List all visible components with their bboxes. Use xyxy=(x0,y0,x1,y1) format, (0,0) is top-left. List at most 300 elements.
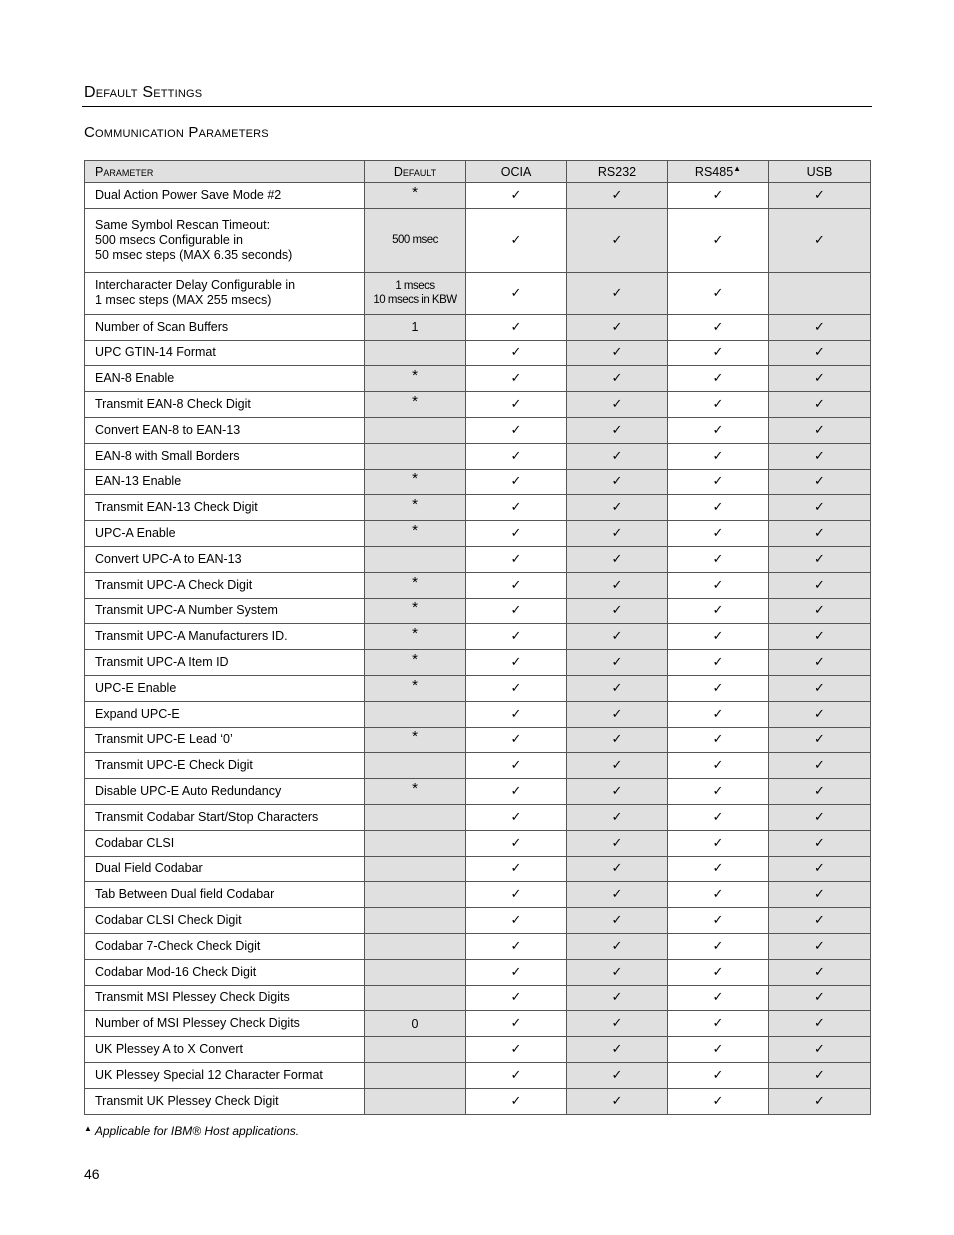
ocia-cell xyxy=(466,701,567,727)
checkmark-icon: ✓ xyxy=(510,990,522,1006)
parameter-name: Convert EAN-8 to EAN-13 xyxy=(95,422,241,437)
default-value-cell xyxy=(365,624,466,650)
checkmark-icon: ✓ xyxy=(510,680,522,696)
ocia-cell xyxy=(466,469,567,495)
checkmark-icon: ✓ xyxy=(712,448,724,464)
checkmark-icon: ✓ xyxy=(611,784,623,800)
default-value-cell xyxy=(365,727,466,753)
table-row xyxy=(85,1088,871,1114)
triangle-marker-icon: ▲ xyxy=(84,1124,92,1133)
table-row xyxy=(85,701,871,727)
ocia-cell xyxy=(466,443,567,469)
checkmark-icon: ✓ xyxy=(611,422,623,438)
rs232-cell xyxy=(567,933,668,959)
parameter-name: EAN-8 Enable xyxy=(95,371,175,386)
checkmark-icon: ✓ xyxy=(611,758,623,774)
ocia-cell xyxy=(466,675,567,701)
table-row xyxy=(85,572,871,598)
checkmark-icon: ✓ xyxy=(611,474,623,490)
parameter-name: Dual Action Power Save Mode #2 xyxy=(95,187,282,202)
checkmark-icon: ✓ xyxy=(611,371,623,387)
default-value-cell xyxy=(365,208,466,272)
ocia-cell xyxy=(466,1037,567,1063)
checkmark-icon: ✓ xyxy=(712,551,724,567)
parameter-name: Expand UPC-E xyxy=(95,706,180,721)
table-row xyxy=(85,314,871,340)
checkmark-icon: ✓ xyxy=(611,1067,623,1083)
rs485-cell xyxy=(668,675,769,701)
checkmark-icon: ✓ xyxy=(712,629,724,645)
default-asterisk: * xyxy=(412,651,418,669)
parameter-name: Disable UPC-E Auto Redundancy xyxy=(95,784,282,799)
checkmark-icon: ✓ xyxy=(611,629,623,645)
rs485-cell xyxy=(668,985,769,1011)
checkmark-icon: ✓ xyxy=(814,1042,825,1057)
rs232-cell xyxy=(567,272,668,314)
rs232-cell xyxy=(567,1011,668,1037)
table-row xyxy=(85,675,871,701)
checkmark-icon: ✓ xyxy=(510,835,522,851)
parameter-name: EAN-13 Enable xyxy=(95,474,182,489)
parameter-name-cell xyxy=(85,469,365,495)
default-value-cell xyxy=(365,882,466,908)
checkmark-icon: ✓ xyxy=(712,1093,724,1109)
parameter-name-cell xyxy=(85,779,365,805)
checkmark-icon: ✓ xyxy=(510,758,522,774)
section-title: Default Settings xyxy=(84,84,203,101)
rs485-cell xyxy=(668,908,769,934)
ocia-cell xyxy=(466,392,567,418)
checkmark-icon: ✓ xyxy=(712,1042,724,1057)
usb-cell xyxy=(769,1088,871,1114)
parameter-name-cell xyxy=(85,208,365,272)
rs232-cell xyxy=(567,495,668,521)
default-asterisk: * xyxy=(412,183,418,201)
usb-cell xyxy=(769,366,871,392)
checkmark-icon: ✓ xyxy=(510,319,522,335)
default-value-cell xyxy=(365,572,466,598)
checkmark-icon: ✓ xyxy=(510,655,522,671)
parameter-name: Same Symbol Rescan Timeout: xyxy=(95,217,271,232)
ocia-cell xyxy=(466,804,567,830)
checkmark-icon: ✓ xyxy=(510,232,522,248)
parameter-name-cell xyxy=(85,546,365,572)
checkmark-icon: ✓ xyxy=(510,397,522,413)
checkmark-icon: ✓ xyxy=(712,758,724,774)
page-number: 46 xyxy=(84,1166,100,1182)
checkmark-icon: ✓ xyxy=(814,345,825,361)
checkmark-icon: ✓ xyxy=(712,422,724,438)
default-asterisk: * xyxy=(412,522,418,540)
checkmark-icon: ✓ xyxy=(814,629,825,645)
checkmark-icon: ✓ xyxy=(611,887,623,903)
communication-parameters-table xyxy=(84,160,871,1115)
rs485-cell xyxy=(668,1088,769,1114)
default-asterisk: * xyxy=(412,728,418,746)
checkmark-icon: ✓ xyxy=(510,1093,522,1109)
parameter-name: UPC-E Enable xyxy=(95,680,177,695)
checkmark-icon: ✓ xyxy=(611,500,623,516)
checkmark-icon: ✓ xyxy=(712,732,724,748)
rs485-cell xyxy=(668,753,769,779)
parameter-name-cell xyxy=(85,856,365,882)
parameter-name-cell xyxy=(85,753,365,779)
rs232-cell xyxy=(567,392,668,418)
table-row xyxy=(85,753,871,779)
header-default: Default xyxy=(365,161,466,183)
parameter-name: UPC GTIN-14 Format xyxy=(95,345,216,360)
checkmark-icon: ✓ xyxy=(611,187,623,203)
checkmark-icon: ✓ xyxy=(814,1067,825,1083)
checkmark-icon: ✓ xyxy=(611,319,623,335)
usb-cell xyxy=(769,469,871,495)
ocia-cell xyxy=(466,1062,567,1088)
rs485-cell xyxy=(668,624,769,650)
checkmark-icon: ✓ xyxy=(510,861,522,877)
parameter-name: Codabar CLSI xyxy=(95,835,175,850)
table-row xyxy=(85,727,871,753)
checkmark-icon: ✓ xyxy=(611,680,623,696)
checkmark-icon: ✓ xyxy=(510,500,522,516)
checkmark-icon: ✓ xyxy=(510,629,522,645)
rs485-cell xyxy=(668,546,769,572)
parameter-name-cell xyxy=(85,521,365,547)
default-value-cell xyxy=(365,366,466,392)
table-row xyxy=(85,882,871,908)
checkmark-icon: ✓ xyxy=(712,500,724,516)
parameter-name: 1 msec steps (MAX 255 msecs) xyxy=(95,293,272,308)
default-asterisk: * xyxy=(412,470,418,488)
checkmark-icon: ✓ xyxy=(611,603,623,619)
checkmark-icon: ✓ xyxy=(510,964,522,980)
checkmark-icon: ✓ xyxy=(814,603,825,619)
checkmark-icon: ✓ xyxy=(611,232,623,248)
rs485-cell xyxy=(668,701,769,727)
rs485-cell xyxy=(668,208,769,272)
checkmark-icon: ✓ xyxy=(712,371,724,387)
table-row xyxy=(85,443,871,469)
checkmark-icon: ✓ xyxy=(814,551,825,567)
checkmark-icon: ✓ xyxy=(510,887,522,903)
table-row xyxy=(85,908,871,934)
parameter-name: Transmit UPC-A Item ID xyxy=(95,655,229,670)
ocia-cell xyxy=(466,779,567,805)
parameter-name: Number of MSI Plessey Check Digits xyxy=(95,1016,300,1031)
rs232-cell xyxy=(567,208,668,272)
checkmark-icon: ✓ xyxy=(712,319,724,335)
checkmark-icon: ✓ xyxy=(611,397,623,413)
usb-cell xyxy=(769,804,871,830)
table-row xyxy=(85,272,871,314)
checkmark-icon: ✓ xyxy=(814,577,825,593)
checkmark-icon: ✓ xyxy=(611,285,623,301)
table-row xyxy=(85,521,871,547)
rs485-cell xyxy=(668,495,769,521)
table-row xyxy=(85,779,871,805)
ocia-cell xyxy=(466,908,567,934)
checkmark-icon: ✓ xyxy=(510,603,522,619)
checkmark-icon: ✓ xyxy=(510,1042,522,1057)
table-row xyxy=(85,392,871,418)
checkmark-icon: ✓ xyxy=(611,732,623,748)
default-asterisk: * xyxy=(412,367,418,385)
checkmark-icon: ✓ xyxy=(712,913,724,929)
rs485-cell xyxy=(668,598,769,624)
parameter-name: Number of Scan Buffers xyxy=(95,319,229,334)
default-value-cell xyxy=(365,598,466,624)
usb-cell xyxy=(769,753,871,779)
rs232-cell xyxy=(567,1088,668,1114)
parameter-name-cell xyxy=(85,572,365,598)
rs232-cell xyxy=(567,985,668,1011)
checkmark-icon: ✓ xyxy=(814,1016,825,1032)
table-row xyxy=(85,495,871,521)
usb-cell xyxy=(769,1037,871,1063)
parameter-name: Transmit EAN-13 Check Digit xyxy=(95,500,258,515)
usb-cell xyxy=(769,650,871,676)
rs232-cell xyxy=(567,314,668,340)
rs232-cell xyxy=(567,701,668,727)
table-body xyxy=(85,183,871,1115)
checkmark-icon: ✓ xyxy=(814,706,825,722)
ocia-cell xyxy=(466,1088,567,1114)
checkmark-icon: ✓ xyxy=(611,964,623,980)
checkmark-icon: ✓ xyxy=(814,371,825,387)
usb-cell xyxy=(769,340,871,366)
table-row xyxy=(85,208,871,272)
usb-cell xyxy=(769,443,871,469)
parameter-name-cell xyxy=(85,495,365,521)
parameter-name-cell xyxy=(85,366,365,392)
ocia-cell xyxy=(466,1011,567,1037)
default-value-cell xyxy=(365,856,466,882)
default-asterisk: * xyxy=(412,676,418,694)
checkmark-icon: ✓ xyxy=(510,1067,522,1083)
checkmark-icon: ✓ xyxy=(712,1016,724,1032)
default-value-cell xyxy=(365,495,466,521)
ocia-cell xyxy=(466,624,567,650)
header-rs232: RS232 xyxy=(567,161,668,183)
checkmark-icon: ✓ xyxy=(814,913,825,929)
rs232-cell xyxy=(567,598,668,624)
usb-cell xyxy=(769,856,871,882)
triangle-marker-icon: ▲ xyxy=(733,163,742,173)
ocia-cell xyxy=(466,417,567,443)
rs485-cell xyxy=(668,340,769,366)
parameter-name-cell xyxy=(85,1062,365,1088)
rs232-cell xyxy=(567,959,668,985)
header-parameter: Parameter xyxy=(85,161,365,183)
parameter-name: Transmit UPC-E Lead ‘0’ xyxy=(95,732,233,747)
footnote xyxy=(84,1124,299,1138)
table-row xyxy=(85,1011,871,1037)
parameter-name-cell xyxy=(85,272,365,314)
rs232-cell xyxy=(567,183,668,209)
rs485-cell xyxy=(668,1062,769,1088)
rs485-cell xyxy=(668,183,769,209)
checkmark-icon: ✓ xyxy=(814,1093,825,1109)
default-value: 0 xyxy=(411,1016,419,1031)
rs485-cell xyxy=(668,1011,769,1037)
ocia-cell xyxy=(466,495,567,521)
checkmark-icon: ✓ xyxy=(814,990,825,1006)
parameter-name: Transmit UK Plessey Check Digit xyxy=(95,1093,279,1108)
header-usb: USB xyxy=(769,161,871,183)
usb-cell xyxy=(769,314,871,340)
rs485-cell xyxy=(668,882,769,908)
checkmark-icon: ✓ xyxy=(510,422,522,438)
checkmark-icon: ✓ xyxy=(814,835,825,851)
ocia-cell xyxy=(466,933,567,959)
checkmark-icon: ✓ xyxy=(712,887,724,903)
checkmark-icon: ✓ xyxy=(510,371,522,387)
rs485-cell xyxy=(668,933,769,959)
parameter-name: Codabar CLSI Check Digit xyxy=(95,913,242,928)
default-asterisk: * xyxy=(412,780,418,798)
default-value-cell xyxy=(365,701,466,727)
rs232-cell xyxy=(567,650,668,676)
parameter-name: Codabar 7-Check Check Digit xyxy=(95,938,261,953)
checkmark-icon: ✓ xyxy=(814,861,825,877)
table-row xyxy=(85,598,871,624)
rs232-cell xyxy=(567,804,668,830)
rs485-cell xyxy=(668,959,769,985)
table-row xyxy=(85,624,871,650)
ocia-cell xyxy=(466,985,567,1011)
rs232-cell xyxy=(567,779,668,805)
table-row xyxy=(85,469,871,495)
checkmark-icon: ✓ xyxy=(611,913,623,929)
rs485-cell xyxy=(668,650,769,676)
checkmark-icon: ✓ xyxy=(712,784,724,800)
default-value-cell xyxy=(365,675,466,701)
table-row xyxy=(85,959,871,985)
rs232-cell xyxy=(567,908,668,934)
checkmark-icon: ✓ xyxy=(510,732,522,748)
usb-cell xyxy=(769,208,871,272)
default-value: 1 msecs xyxy=(395,280,435,293)
rs232-cell xyxy=(567,882,668,908)
usb-cell xyxy=(769,882,871,908)
parameter-name: UK Plessey Special 12 Character Format xyxy=(95,1067,323,1082)
checkmark-icon: ✓ xyxy=(814,397,825,413)
parameter-name: Transmit Codabar Start/Stop Characters xyxy=(95,809,319,824)
checkmark-icon: ✓ xyxy=(510,526,522,542)
checkmark-icon: ✓ xyxy=(510,345,522,361)
default-asterisk: * xyxy=(412,393,418,411)
ocia-cell xyxy=(466,856,567,882)
checkmark-icon: ✓ xyxy=(814,232,825,248)
parameter-name: Tab Between Dual field Codabar xyxy=(95,887,275,902)
rs485-cell xyxy=(668,572,769,598)
default-value-cell xyxy=(365,314,466,340)
checkmark-icon: ✓ xyxy=(510,809,522,825)
usb-cell xyxy=(769,572,871,598)
rs485-cell xyxy=(668,392,769,418)
parameter-name-cell xyxy=(85,598,365,624)
parameter-name: Convert UPC-A to EAN-13 xyxy=(95,551,242,566)
ocia-cell xyxy=(466,208,567,272)
parameter-name-cell xyxy=(85,183,365,209)
header-rs485 xyxy=(668,161,769,183)
default-asterisk: * xyxy=(412,573,418,591)
checkmark-icon: ✓ xyxy=(611,938,623,954)
default-value: 10 msecs in KBW xyxy=(373,294,457,307)
default-value-cell xyxy=(365,933,466,959)
ocia-cell xyxy=(466,366,567,392)
default-value-cell xyxy=(365,1088,466,1114)
checkmark-icon: ✓ xyxy=(712,603,724,619)
usb-cell xyxy=(769,727,871,753)
rs232-cell xyxy=(567,1037,668,1063)
default-value-cell xyxy=(365,650,466,676)
ocia-cell xyxy=(466,959,567,985)
ocia-cell xyxy=(466,753,567,779)
default-asterisk: * xyxy=(412,625,418,643)
checkmark-icon: ✓ xyxy=(611,1016,623,1032)
parameter-name: EAN-8 with Small Borders xyxy=(95,448,240,463)
footnote-text: Applicable for IBM® Host applications. xyxy=(94,1124,300,1138)
checkmark-icon: ✓ xyxy=(712,474,724,490)
checkmark-icon: ✓ xyxy=(611,809,623,825)
rs485-cell xyxy=(668,727,769,753)
parameter-name-cell xyxy=(85,1037,365,1063)
table-row xyxy=(85,366,871,392)
usb-cell xyxy=(769,933,871,959)
usb-cell xyxy=(769,779,871,805)
checkmark-icon: ✓ xyxy=(814,474,825,490)
rs232-cell xyxy=(567,675,668,701)
checkmark-icon: ✓ xyxy=(611,526,623,542)
rs485-cell xyxy=(668,1037,769,1063)
parameter-name-cell xyxy=(85,392,365,418)
checkmark-icon: ✓ xyxy=(510,938,522,954)
checkmark-icon: ✓ xyxy=(510,448,522,464)
parameter-name-cell xyxy=(85,1011,365,1037)
checkmark-icon: ✓ xyxy=(611,990,623,1006)
rs232-cell xyxy=(567,624,668,650)
rs485-cell xyxy=(668,779,769,805)
checkmark-icon: ✓ xyxy=(611,706,623,722)
parameter-name-cell xyxy=(85,417,365,443)
parameter-name: 50 msec steps (MAX 6.35 seconds) xyxy=(95,247,293,262)
checkmark-icon: ✓ xyxy=(814,500,825,516)
default-value-cell xyxy=(365,804,466,830)
table-row xyxy=(85,804,871,830)
checkmark-icon: ✓ xyxy=(510,577,522,593)
ocia-cell xyxy=(466,650,567,676)
checkmark-icon: ✓ xyxy=(814,448,825,464)
rs485-cell xyxy=(668,417,769,443)
parameter-name-cell xyxy=(85,650,365,676)
parameter-name: Transmit UPC-A Number System xyxy=(95,603,278,618)
usb-cell xyxy=(769,1062,871,1088)
table-row xyxy=(85,340,871,366)
title-divider xyxy=(82,106,872,107)
default-value-cell xyxy=(365,985,466,1011)
ocia-cell xyxy=(466,314,567,340)
header-ocia: OCIA xyxy=(466,161,567,183)
usb-cell xyxy=(769,392,871,418)
default-value-cell xyxy=(365,443,466,469)
usb-cell xyxy=(769,908,871,934)
checkmark-icon: ✓ xyxy=(712,526,724,542)
checkmark-icon: ✓ xyxy=(510,913,522,929)
rs485-cell xyxy=(668,830,769,856)
rs232-cell xyxy=(567,727,668,753)
checkmark-icon: ✓ xyxy=(611,1093,623,1109)
rs232-cell xyxy=(567,469,668,495)
